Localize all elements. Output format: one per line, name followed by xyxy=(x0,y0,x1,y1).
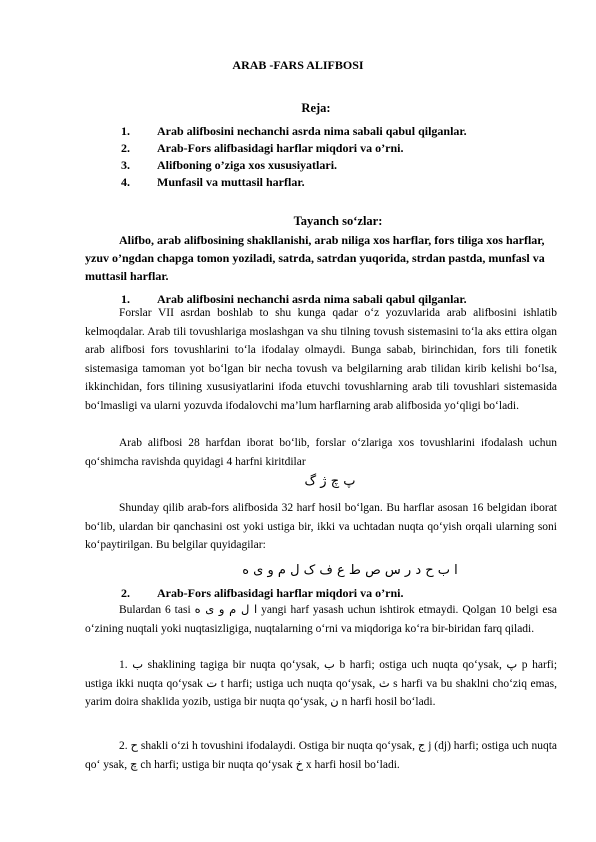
base-letters: ا ب ح د ر س ص ط ع ف ک ل م و ی ه xyxy=(242,563,458,578)
plan-item-number: 2. xyxy=(121,141,130,155)
section-title: Arab alifbosini nechanchi asrda nima sabali qabul qilganlar. xyxy=(157,292,467,306)
section2-paragraph-1 xyxy=(85,600,557,638)
plan-item-number: 1. xyxy=(121,124,130,138)
extra-letters: پ چ ژ گ xyxy=(304,474,356,489)
plan-heading: Reja: xyxy=(301,101,331,115)
non-joining-letters: ا ل م و ی ه xyxy=(194,602,258,616)
section-number: 1. xyxy=(121,292,130,306)
section-title: Arab-Fors alifbasidagi harflar miqdori va o’rni. xyxy=(157,586,404,600)
plan-item xyxy=(121,124,561,138)
plan-item-number: 3. xyxy=(121,158,130,172)
plan-item xyxy=(121,175,561,189)
section1-paragraph-2: Arab alifbosi 28 harfdan iborat bo‘lib, forslar o‘zlariga xos tovushlarini ifodalash uchun qo‘shimcha ravishda quyidagi 4 harfni kiritdilar xyxy=(85,437,557,468)
plan-item-text: Arab alifbosini nechanchi asrda nima sabali qabul qilganlar. xyxy=(157,124,467,138)
plan-item-number: 4. xyxy=(121,175,130,189)
paragraph-text-start: Bulardan 6 tasi xyxy=(119,604,195,616)
plan-item xyxy=(121,141,561,155)
section2-paragraph-2: 1. ب shaklining tagiga bir nuqta qo‘ysak, ب b harfi; ostiga uch nuqta qo‘ysak, پ p harfi; ustiga ikki nuqta qo‘ysak ت t harfi; ustiga uch nuqta qo‘ysak, ث s harfi va bu shaklni cho‘ziq emas, yarim doira shaklida yozib, ustiga bir nuqta qo‘ysak, ن n harfi hosil bo‘ladi. xyxy=(85,659,558,709)
plan-item-text: Arab-Fors alifbasidagi harflar miqdori va o’rni. xyxy=(157,141,404,155)
section1-paragraph-1: Forslar VII asrdan boshlab to shu kunga qadar o‘z yozuvlarida arab alifbosini ishlatib kelmoqdalar. Arab tili tovushlariga moslashgan va shu tilning tovush sistemasini to‘la aks ettira olgan arab alifbosi fors tovushlarini to‘la ifodalay olmaydi. Bunga sabab, birinchidan, fors tili fonetik sistemasiga tamoman yot bo‘lgan bir necha tovush va belgilarning arab tilidan kirib kelishi bo‘lsa, ikkinchidan, fors tilining xususiyatlarini ifoda etuvchi tovushlarning arab tili tovushlari sistemasida bo‘lmasligi va ularni yozuvda ifodalovchi ma’lum harflarning arab alifbosida yo‘qligi bo‘ladi. xyxy=(85,307,557,412)
section2-paragraph-3: 2. ح shakli o‘zi h tovushini ifodalaydi. Ostiga bir nuqta qo‘ysak, ج j (dj) harfi; ostiga uch nuqta qo‘ ysak, چ ch harfi; ustiga bir nuqta qo‘ysak خ x harfi hosil bo‘ladi. xyxy=(85,740,557,771)
keywords-text: Alifbo, arab alifbosining shakllanishi, arab niliga xos harflar, fors tiliga xos harflar, yzuv o’ngdan chapga tomon yoziladi, satrda, satrdan yuqorida, strdan pastda, munfasl va muttasil harflar. xyxy=(85,233,545,283)
section-heading xyxy=(121,586,561,601)
paragraph-text-end: yangi harf yasash uchun ishtirok etmaydi. Qolgan 10 belgi esa o‘zining nuqtali yoki nuqtasizligiga, nuqtalarning o‘rni va miqdoriga ko‘ra bir-biridan farq qiladi. xyxy=(85,604,558,635)
document-title: ARAB -FARS ALIFBOSI xyxy=(232,58,364,72)
plan-item-text: Munfasil va muttasil harflar. xyxy=(157,175,305,189)
plan-item-text: Alifboning o’ziga xos xususiyatlari. xyxy=(157,158,338,172)
section1-paragraph-3: Shunday qilib arab-fors alifbosida 32 harf hosil bo‘lgan. Bu harflar asosan 16 belgidan iborat bo‘lib, ulardan bir qanchasini ost yoki ustiga bir, ikki va uchtadan nuqta qo‘yish orqali ularning soni ko‘paytirilgan. Bu belgilar quyidagilar: xyxy=(85,502,557,552)
plan-item xyxy=(121,158,561,172)
keywords-heading: Tayanch so‘zlar: xyxy=(293,214,383,228)
section-number: 2. xyxy=(121,586,130,600)
